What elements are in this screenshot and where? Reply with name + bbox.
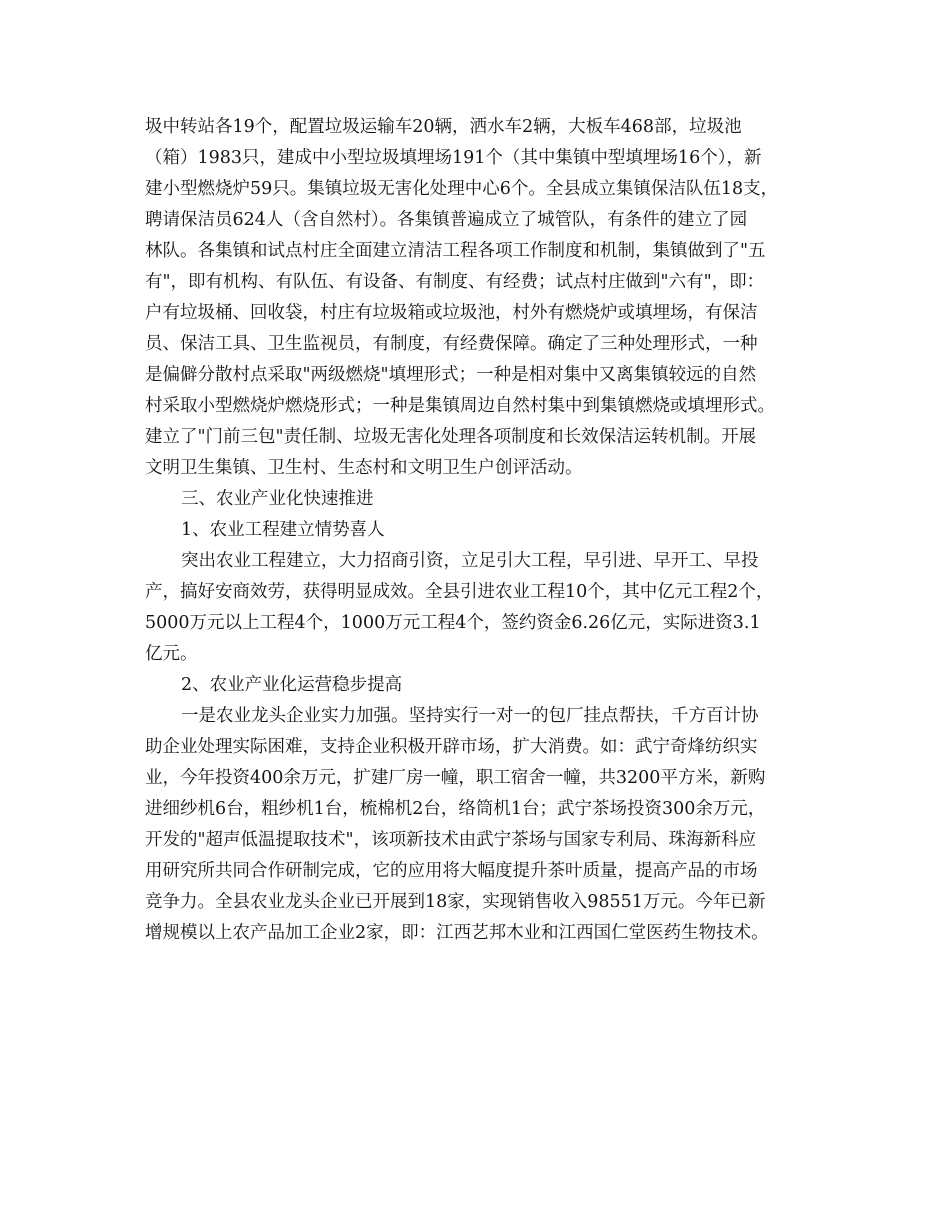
paragraph-line: 用研究所共同合作研制完成，它的应用将大幅度提升茶叶质量，提高产品的市场 bbox=[145, 861, 758, 881]
paragraph-line: 村采取小型燃烧炉燃烧形式；一种是集镇周边自然村集中到集镇燃烧或填埋形式。 bbox=[145, 396, 775, 416]
paragraph-line: 圾中转站各19个，配置垃圾运输车20辆，洒水车2辆，大板车468部，垃圾池 bbox=[145, 117, 742, 137]
paragraph-line: 突出农业工程建立，大力招商引资，立足引大工程，早引进、早开工、早投 bbox=[181, 551, 759, 571]
subsection-heading: 1、农业工程建立情势喜人 bbox=[181, 520, 385, 540]
paragraph-line: 竞争力。全县农业龙头企业已开展到18家，实现销售收入98551万元。今年已新 bbox=[145, 892, 766, 912]
paragraph-line: 户有垃圾桶、回收袋，村庄有垃圾箱或垃圾池，村外有燃烧炉或填埋场，有保洁 bbox=[145, 303, 758, 323]
paragraph-line: 是偏僻分散村点采取"两级燃烧"填埋形式；一种是相对集中又离集镇较远的自然 bbox=[145, 365, 757, 385]
section-heading: 三、农业产业化快速推进 bbox=[181, 489, 374, 509]
paragraph-line: （箱）1983只，建成中小型垃圾填埋场191个（其中集镇中型填埋场16个），新 bbox=[145, 148, 762, 168]
paragraph-line: 建立了"门前三包"责任制、垃圾无害化处理各项制度和长效保洁运转机制。开展 bbox=[145, 427, 757, 447]
paragraph-line: 业，今年投资400余万元，扩建厂房一幢，职工宿舍一幢，共3200平方米，新购 bbox=[145, 768, 766, 788]
paragraph-line: 5000万元以上工程4个，1000万元工程4个，签约资金6.26亿元，实际进资3.1 bbox=[145, 613, 761, 633]
paragraph-line: 开发的"超声低温提取技术"，该项新技术由武宁茶场与国家专利局、珠海新科应 bbox=[145, 830, 757, 850]
paragraph-line: 进细纱机6台，粗纱机1台，梳棉机2台，络筒机1台；武宁茶场投资300余万元， bbox=[145, 799, 766, 819]
paragraph-line: 林队。各集镇和试点村庄全面建立清洁工程各项工作制度和机制，集镇做到了"五 bbox=[145, 241, 766, 261]
paragraph-line: 一是农业龙头企业实力加强。坚持实行一对一的包厂挂点帮扶，千方百计协 bbox=[181, 706, 759, 726]
paragraph-line: 助企业处理实际困难，支持企业积极开辟市场，扩大消费。如：武宁奇烽纺织实 bbox=[145, 737, 758, 757]
document-body bbox=[145, 112, 825, 949]
paragraph-line: 有"，即有机构、有队伍、有设备、有制度、有经费；试点村庄做到"六有"，即： bbox=[145, 272, 765, 292]
paragraph-line: 建小型燃烧炉59只。集镇垃圾无害化处理中心6个。全县成立集镇保洁队伍18支， bbox=[145, 179, 779, 199]
paragraph-line: 亿元。 bbox=[145, 644, 198, 664]
paragraph-line: 增规模以上农产品加工企业2家，即：江西艺邦木业和江西国仁堂医药生物技术。 bbox=[145, 923, 769, 943]
paragraph-line: 文明卫生集镇、卫生村、生态村和文明卫生户创评活动。 bbox=[145, 458, 583, 478]
subsection-heading: 2、农业产业化运营稳步提高 bbox=[181, 675, 403, 695]
paragraph-line: 产，搞好安商效劳，获得明显成效。全县引进农业工程10个，其中亿元工程2个， bbox=[145, 582, 774, 602]
paragraph-line: 员、保洁工具、卫生监视员，有制度，有经费保障。确定了三种处理形式，一种 bbox=[145, 334, 758, 354]
paragraph-line: 聘请保洁员624人（含自然村）。各集镇普遍成立了城管队，有条件的建立了园 bbox=[145, 210, 748, 230]
